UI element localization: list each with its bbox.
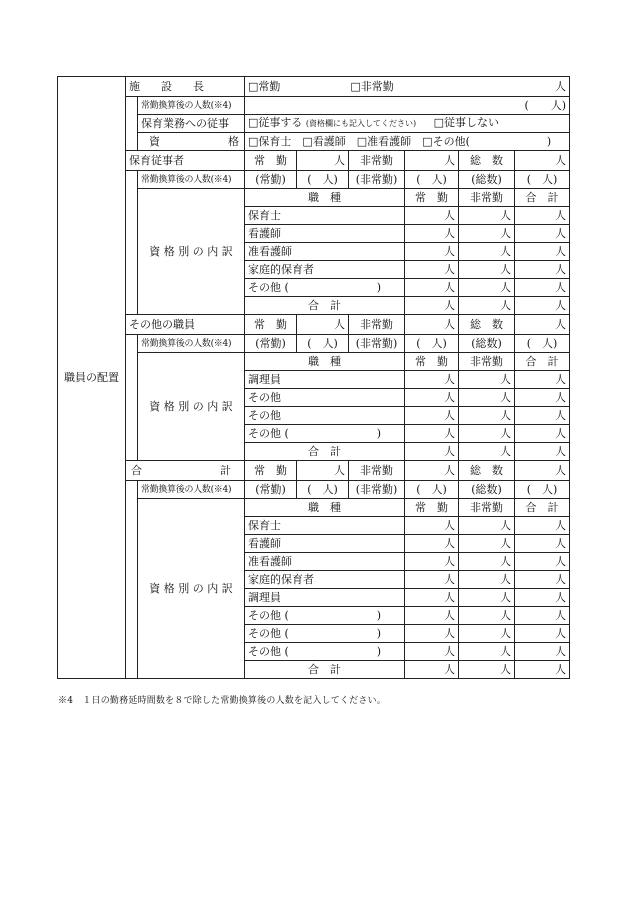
director-employment-field[interactable]: [245, 77, 570, 97]
row-parttime-field[interactable]: 人: [459, 389, 515, 407]
row-sum-field[interactable]: 人: [515, 279, 570, 297]
fulltime-count-field[interactable]: 人: [297, 461, 349, 481]
row-fulltime-field[interactable]: 人: [405, 643, 459, 661]
row-parttime-field[interactable]: 人: [459, 535, 515, 553]
conv-total-label: (総数): [459, 335, 515, 353]
section-indent: [126, 481, 138, 679]
sum-parttime-field[interactable]: 人: [459, 443, 515, 461]
row-parttime-field[interactable]: 人: [459, 625, 515, 643]
row-sum-field[interactable]: 人: [515, 625, 570, 643]
row-sum-field[interactable]: 人: [515, 225, 570, 243]
job-type-row: 家庭的保育者: [245, 261, 405, 279]
row-sum-field[interactable]: 人: [515, 371, 570, 389]
footnote: ※4 １日の勤務延時間数を８で除した常勤換算後の人数を記入してください。: [58, 696, 386, 706]
row-sum-field[interactable]: 人: [515, 425, 570, 443]
row-fulltime-field[interactable]: 人: [405, 279, 459, 297]
parttime-label: 非常勤: [349, 315, 405, 335]
sum-label: 合 計: [245, 661, 405, 679]
col-sum-header: 合 計: [515, 499, 570, 517]
director-indent: [126, 97, 138, 151]
sum-parttime-field[interactable]: 人: [459, 661, 515, 679]
parttime-count-field[interactable]: 人: [405, 315, 459, 335]
row-sum-field[interactable]: 人: [515, 407, 570, 425]
row-parttime-field[interactable]: 人: [459, 279, 515, 297]
row-parttime-field[interactable]: 人: [459, 207, 515, 225]
conv-total-field[interactable]: ( 人): [515, 171, 570, 189]
fulltime-count-field[interactable]: 人: [297, 151, 349, 171]
sum-fulltime-field[interactable]: 人: [405, 443, 459, 461]
row-sum-field[interactable]: 人: [515, 643, 570, 661]
row-sum-field[interactable]: 人: [515, 517, 570, 535]
director-duty-label: 保育業務への従事: [138, 115, 245, 133]
sum-fulltime-field[interactable]: 人: [405, 297, 459, 315]
row-sum-field[interactable]: 人: [515, 207, 570, 225]
row-fulltime-field[interactable]: 人: [405, 607, 459, 625]
fulltime-label: 常 勤: [245, 461, 297, 481]
parttime-count-field[interactable]: 人: [405, 461, 459, 481]
staff-placement-table: [57, 76, 570, 679]
row-parttime-field[interactable]: 人: [459, 243, 515, 261]
conv-total-field[interactable]: ( 人): [515, 335, 570, 353]
job-type-row: 調理員: [245, 371, 405, 389]
total-label: 総 数: [459, 461, 515, 481]
sum-fulltime-field[interactable]: 人: [405, 661, 459, 679]
section-indent: [126, 335, 138, 461]
duty-yes-checkbox[interactable]: □従事する: [248, 116, 303, 129]
job-type-header: 職 種: [245, 189, 405, 207]
total-count-field[interactable]: 人: [515, 461, 570, 481]
row-sum-field[interactable]: 人: [515, 571, 570, 589]
row-fulltime-field[interactable]: 人: [405, 243, 459, 261]
job-type-row: その他: [245, 407, 405, 425]
row-fulltime-field[interactable]: 人: [405, 517, 459, 535]
row-sum-field[interactable]: 人: [515, 589, 570, 607]
conv-total-label: (総数): [459, 171, 515, 189]
duty-no-checkbox[interactable]: □従事しない: [433, 116, 500, 129]
row-fulltime-field[interactable]: 人: [405, 425, 459, 443]
row-fulltime-field[interactable]: 人: [405, 225, 459, 243]
row-parttime-field[interactable]: 人: [459, 607, 515, 625]
row-sum-field[interactable]: 人: [515, 607, 570, 625]
breakdown-label: 資 格 別 の 内 訳: [138, 189, 245, 315]
section-title: その他の職員: [126, 315, 245, 335]
row-parttime-field[interactable]: 人: [459, 225, 515, 243]
col-fulltime-header: 常 勤: [405, 499, 459, 517]
conv-fulltime-field[interactable]: ( 人): [297, 481, 349, 499]
conv-label: 常勤換算後の人数(※4): [138, 171, 245, 189]
row-fulltime-field[interactable]: 人: [405, 261, 459, 279]
director-parttime-checkbox[interactable]: □非常勤: [350, 79, 394, 93]
job-type-row: 看護師: [245, 225, 405, 243]
row-parttime-field[interactable]: 人: [459, 407, 515, 425]
job-type-header: 職 種: [245, 499, 405, 517]
job-type-row: その他 ( ): [245, 625, 405, 643]
director-unit: 人: [555, 79, 567, 93]
row-fulltime-field[interactable]: 人: [405, 407, 459, 425]
director-conv-label: 常勤換算後の人数(※4): [138, 97, 245, 115]
conv-parttime-field[interactable]: ( 人): [405, 171, 459, 189]
conv-label: 常勤換算後の人数(※4): [138, 335, 245, 353]
row-parttime-field[interactable]: 人: [459, 517, 515, 535]
sum-label: 合 計: [245, 297, 405, 315]
fulltime-count-field[interactable]: 人: [297, 315, 349, 335]
row-sum-field[interactable]: 人: [515, 389, 570, 407]
director-qual-label: 資 格: [138, 133, 245, 151]
sum-total-field[interactable]: 人: [515, 661, 570, 679]
row-sum-field[interactable]: 人: [515, 553, 570, 571]
sum-parttime-field[interactable]: 人: [459, 297, 515, 315]
job-type-row: その他: [245, 389, 405, 407]
row-fulltime-field[interactable]: 人: [405, 553, 459, 571]
row-fulltime-field[interactable]: 人: [405, 535, 459, 553]
row-sum-field[interactable]: 人: [515, 243, 570, 261]
row-parttime-field[interactable]: 人: [459, 261, 515, 279]
parttime-label: 非常勤: [349, 151, 405, 171]
col-parttime-header: 非常勤: [459, 499, 515, 517]
row-parttime-field[interactable]: 人: [459, 553, 515, 571]
job-type-row: 准看護師: [245, 553, 405, 571]
conv-fulltime-label: (常勤): [245, 335, 297, 353]
col-sum-header: 合 計: [515, 189, 570, 207]
total-count-field[interactable]: 人: [515, 315, 570, 335]
conv-label: 常勤換算後の人数(※4): [138, 481, 245, 499]
col-parttime-header: 非常勤: [459, 189, 515, 207]
col-fulltime-header: 常 勤: [405, 353, 459, 371]
row-fulltime-field[interactable]: 人: [405, 389, 459, 407]
job-type-row: 保育士: [245, 207, 405, 225]
director-fulltime-checkbox[interactable]: □常勤: [248, 79, 281, 93]
job-type-header: 職 種: [245, 353, 405, 371]
staff-placement-label: 職員の配置: [58, 77, 126, 679]
job-type-row: その他 ( ): [245, 279, 405, 297]
job-type-row: 調理員: [245, 589, 405, 607]
row-parttime-field[interactable]: 人: [459, 425, 515, 443]
col-sum-header: 合 計: [515, 353, 570, 371]
col-parttime-header: 非常勤: [459, 353, 515, 371]
section-title: 保育従事者: [126, 151, 245, 171]
row-fulltime-field[interactable]: 人: [405, 207, 459, 225]
row-parttime-field[interactable]: 人: [459, 571, 515, 589]
total-label: 総 数: [459, 151, 515, 171]
parttime-count-field[interactable]: 人: [405, 151, 459, 171]
col-fulltime-header: 常 勤: [405, 189, 459, 207]
job-type-row: その他 ( ): [245, 643, 405, 661]
row-sum-field[interactable]: 人: [515, 535, 570, 553]
conv-parttime-field[interactable]: ( 人): [405, 335, 459, 353]
breakdown-label: 資 格 別 の 内 訳: [138, 499, 245, 679]
total-count-field[interactable]: 人: [515, 151, 570, 171]
conv-fulltime-label: (常勤): [245, 171, 297, 189]
duty-yes-note: (資格欄にも記入してください): [305, 119, 417, 128]
row-parttime-field[interactable]: 人: [459, 643, 515, 661]
job-type-row: 保育士: [245, 517, 405, 535]
fulltime-label: 常 勤: [245, 315, 297, 335]
conv-total-field[interactable]: ( 人): [515, 481, 570, 499]
row-parttime-field[interactable]: 人: [459, 589, 515, 607]
job-type-row: 看護師: [245, 535, 405, 553]
job-type-row: その他 ( ): [245, 425, 405, 443]
row-fulltime-field[interactable]: 人: [405, 571, 459, 589]
director-qual-field[interactable]: □保育士 □看護師 □准看護師 □その他( ): [245, 133, 570, 151]
job-type-row: その他 ( ): [245, 607, 405, 625]
row-parttime-field[interactable]: 人: [459, 371, 515, 389]
sum-total-field[interactable]: 人: [515, 443, 570, 461]
director-label: 施 設 長: [126, 77, 245, 97]
conv-parttime-field[interactable]: ( 人): [405, 481, 459, 499]
conv-parttime-label: (非常勤): [349, 335, 405, 353]
sum-total-field[interactable]: 人: [515, 297, 570, 315]
director-conv-field[interactable]: ( 人): [245, 97, 570, 115]
sum-label: 合 計: [245, 443, 405, 461]
row-fulltime-field[interactable]: 人: [405, 625, 459, 643]
total-label: 総 数: [459, 315, 515, 335]
parttime-label: 非常勤: [349, 461, 405, 481]
breakdown-label: 資 格 別 の 内 訳: [138, 353, 245, 461]
job-type-row: 准看護師: [245, 243, 405, 261]
row-fulltime-field[interactable]: 人: [405, 589, 459, 607]
job-type-row: 家庭的保育者: [245, 571, 405, 589]
row-fulltime-field[interactable]: 人: [405, 371, 459, 389]
conv-fulltime-field[interactable]: ( 人): [297, 171, 349, 189]
section-indent: [126, 171, 138, 315]
conv-parttime-label: (非常勤): [349, 481, 405, 499]
director-duty-field[interactable]: [245, 115, 570, 133]
section-title: 合 計: [126, 461, 245, 481]
conv-fulltime-label: (常勤): [245, 481, 297, 499]
conv-fulltime-field[interactable]: ( 人): [297, 335, 349, 353]
fulltime-label: 常 勤: [245, 151, 297, 171]
conv-total-label: (総数): [459, 481, 515, 499]
row-sum-field[interactable]: 人: [515, 261, 570, 279]
conv-parttime-label: (非常勤): [349, 171, 405, 189]
